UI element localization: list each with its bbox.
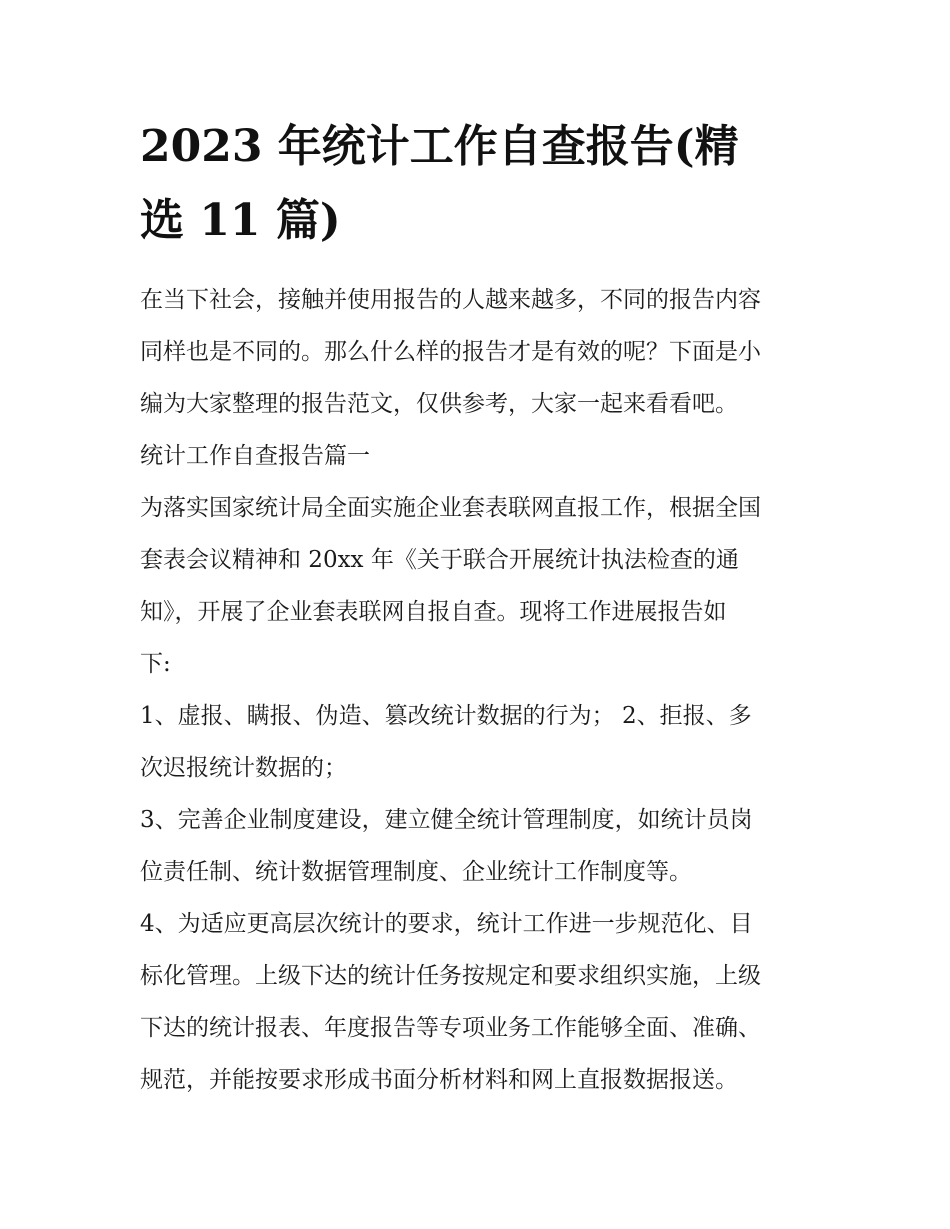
intro-line-2: 同样也是不同的。那么什么样的报告才是有效的呢？下面是小 [140, 339, 761, 365]
item-1-line-2: 次迟报统计数据的； [140, 755, 347, 781]
document-body [140, 274, 820, 1106]
item-3-line-2: 位责任制、统计数据管理制度、企业统计工作制度等。 [140, 859, 692, 885]
document-page [140, 110, 820, 1106]
intro-line-1: 在当下社会，接触并使用报告的人越来越多，不同的报告内容 [140, 287, 761, 313]
item-4-line-1: 4、为适应更高层次统计的要求，统计工作进一步规范化、目 [140, 911, 753, 937]
item-3-line-1: 3、完善企业制度建设，建立健全统计管理制度，如统计员岗 [140, 807, 753, 833]
title-line-2: 选 11 篇) [140, 195, 341, 246]
item-4-line-4: 规范，并能按要求形成书面分析材料和网上直报数据报送。 [140, 1067, 738, 1093]
item-1-line-1: 1、虚报、瞒报、伪造、篡改统计数据的行为； 2、拒报、多 [140, 703, 752, 729]
paragraph-line-1: 为落实国家统计局全面实施企业套表联网直报工作，根据全国 [140, 495, 761, 521]
title-line-1: 2023 年统计工作自查报告(精 [140, 121, 739, 172]
paragraph-line-4: 下: [140, 651, 171, 677]
section-heading: 统计工作自查报告篇一 [140, 443, 370, 469]
item-4-line-2: 标化管理。上级下达的统计任务按规定和要求组织实施，上级 [140, 963, 761, 989]
paragraph-line-3: 知》，开展了企业套表联网自报自查。现将工作进展报告如 [140, 599, 727, 625]
paragraph-line-2: 套表会议精神和 20xx 年《关于联合开展统计执法检查的通 [140, 547, 739, 573]
item-4-line-3: 下达的统计报表、年度报告等专项业务工作能够全面、准确、 [140, 1015, 761, 1041]
document-title [140, 110, 820, 258]
intro-line-3: 编为大家整理的报告范文，仅供参考，大家一起来看看吧。 [140, 391, 738, 417]
